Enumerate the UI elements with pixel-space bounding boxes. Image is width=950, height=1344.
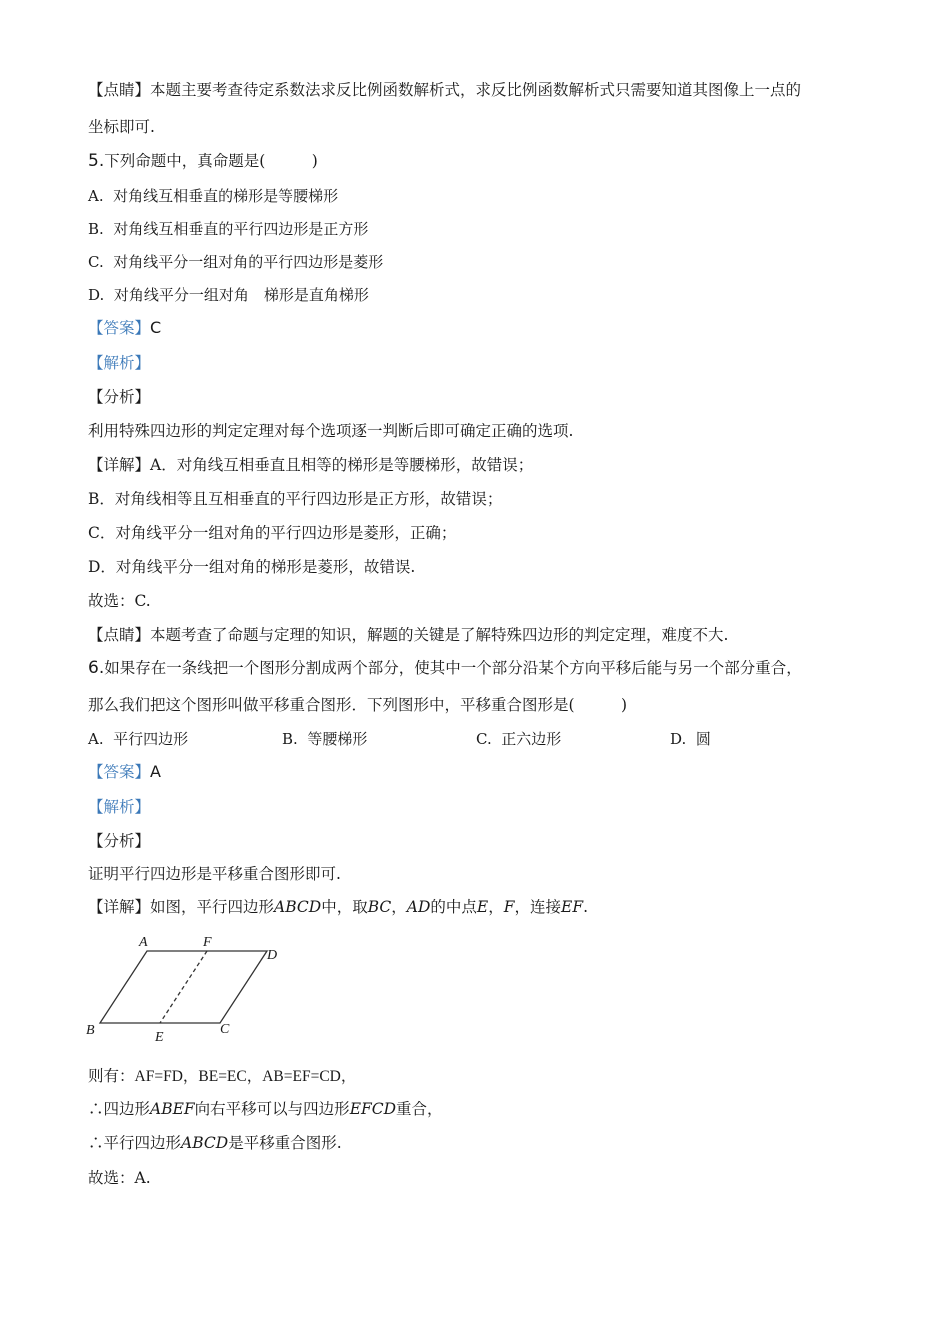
option-letter: C.: [476, 730, 492, 748]
label-f: F: [203, 935, 212, 950]
q6-fenxi-tag: 【分析】: [88, 832, 151, 850]
detail-text: ，: [391, 898, 407, 916]
q5-detail-4: D．对角线平分一组对角的梯形是菱形，故错误.: [88, 558, 416, 576]
q5-option-b: [88, 219, 368, 239]
therefore-text: 向右平移可以与四边形: [194, 1100, 350, 1118]
answer-value: C: [150, 318, 162, 337]
detail-text: 中，取: [321, 898, 368, 916]
option-text: 对角线互相垂直的梯形是等腰梯形: [113, 187, 339, 205]
q6-option-b: [282, 729, 367, 749]
q6-detail: [88, 897, 588, 917]
q5-detail-2: B．对角线相等且互相垂直的平行四边形是正方形，故错误；: [88, 490, 503, 508]
math-abcd: ABCD: [274, 898, 322, 916]
q5-jiexi-tag: 【解析】: [88, 354, 151, 372]
q5-option-d: [88, 285, 369, 305]
math-ef: EF: [561, 898, 584, 916]
then-equation: AF=FD，BE=EC，AB=EF=CD，: [134, 1068, 357, 1085]
detail-text: A．对角线互相垂直且相等的梯形是等腰梯形，故错误；: [150, 456, 534, 474]
q5-answer: [88, 318, 161, 338]
therefore-text: 重合，: [396, 1100, 443, 1118]
math-abef: ABEF: [150, 1100, 195, 1118]
q6-stem-2: 那么我们把这个图形叫做平移重合图形．下列图形中，平移重合图形是( ): [88, 696, 628, 714]
answer-tag: 【答案】: [88, 763, 151, 781]
label-e: E: [155, 1030, 164, 1045]
math-efcd: EFCD: [349, 1100, 397, 1118]
xiangjie-tag: 【详解】: [88, 456, 151, 474]
therefore-text: ∴平行四边形: [88, 1134, 182, 1152]
dianjing-tag: 【点睛】: [88, 626, 151, 644]
option-text: 对角线互相垂直的平行四边形是正方形: [113, 220, 369, 238]
detail-text: ，连接: [514, 898, 562, 916]
q6-answer: [88, 762, 161, 782]
q5-fenxi-text: 利用特殊四边形的判定定理对每个选项逐一判断后即可确定正确的选项.: [88, 422, 574, 440]
q6-therefore-2: [88, 1133, 342, 1153]
detail-text: 如图，平行四边形: [150, 898, 275, 916]
option-letter: A.: [88, 730, 104, 748]
option-text: 平行四边形: [113, 730, 189, 748]
option-letter: C.: [88, 253, 104, 271]
detail-text: .: [583, 898, 589, 916]
dianjing-line-1: [88, 80, 801, 100]
answer-tag: 【答案】: [88, 319, 151, 337]
q5-stem-text: 下列命题中，真命题是( ): [104, 152, 318, 170]
math-bc: BC: [367, 898, 392, 916]
math-ad: AD: [406, 898, 431, 916]
math-e: E: [476, 898, 489, 916]
math-f: F: [503, 898, 515, 916]
dianjing-line-2: 坐标即可.: [88, 118, 155, 136]
option-text: 正六边形: [501, 730, 562, 748]
q6-number: 6.: [88, 658, 105, 678]
q6-jiexi-tag: 【解析】: [88, 798, 151, 816]
option-text: 圆: [695, 730, 711, 748]
option-text: 对角线平分一组对角 梯形是直角梯形: [113, 286, 369, 304]
q5-detail-3: C．对角线平分一组对角的平行四边形是菱形，正确；: [88, 524, 457, 542]
option-letter: B.: [88, 220, 104, 238]
dianjing-text: 本题主要考查待定系数法求反比例函数解析式，求反比例函数解析式只需要知道其图像上一点的: [150, 81, 802, 99]
label-a: A: [139, 935, 148, 950]
answer-value: A: [150, 762, 161, 781]
q5-option-a: [88, 186, 338, 206]
q6-therefore-1: [88, 1099, 443, 1119]
dianjing-text: 本题考查了命题与定理的知识，解题的关键是了解特殊四边形的判定定理，难度不大.: [150, 626, 729, 644]
detail-text: 的中点: [430, 898, 477, 916]
detail-text: ，: [488, 898, 504, 916]
q6-conclusion: 故选：A.: [88, 1169, 151, 1187]
q5-conclusion: 故选：C.: [88, 592, 151, 610]
xiangjie-tag: 【详解】: [88, 898, 151, 916]
then-label: 则有：: [88, 1067, 135, 1085]
q6-stem-text: 如果存在一条线把一个图形分割成两个部分，使其中一个部分沿某个方向平移后能与另一个部分重合，: [104, 659, 802, 677]
label-d: D: [267, 948, 278, 963]
label-c: C: [220, 1022, 230, 1037]
q6-option-c: [476, 729, 561, 749]
math-abcd: ABCD: [181, 1134, 229, 1152]
option-letter: A.: [88, 187, 104, 205]
parallelogram-figure: [80, 928, 290, 1048]
option-letter: D.: [670, 730, 687, 748]
q5-detail-1: [88, 455, 533, 475]
q5-number: 5.: [88, 151, 105, 171]
q6-then: [88, 1066, 356, 1087]
option-text: 等腰梯形: [307, 730, 368, 748]
q5-fenxi-tag: 【分析】: [88, 388, 151, 406]
q6-option-a: [88, 729, 188, 749]
q6-fenxi-text: 证明平行四边形是平移重合图形即可.: [88, 865, 341, 883]
dianjing-tag: 【点睛】: [88, 81, 151, 99]
q6-option-d: [670, 729, 711, 749]
option-text: 对角线平分一组对角的平行四边形是菱形: [113, 253, 384, 271]
q5-stem: [88, 151, 318, 171]
q6-stem-1: [88, 658, 802, 678]
q5-option-c: [88, 252, 383, 272]
label-b: B: [86, 1023, 95, 1038]
q5-dianjing: [88, 625, 728, 645]
option-letter: B.: [282, 730, 298, 748]
option-letter: D.: [88, 286, 105, 304]
therefore-text: 是平移重合图形.: [228, 1134, 342, 1152]
segment-ef: [160, 951, 207, 1023]
therefore-text: ∴四边形: [88, 1100, 151, 1118]
